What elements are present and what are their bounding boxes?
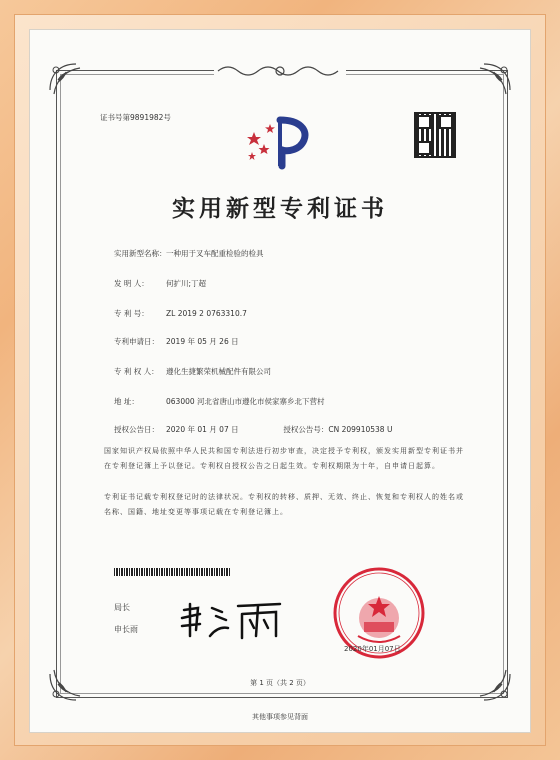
field-label: 专利申请日： (114, 337, 159, 346)
field-value: CN 209910538 U (328, 425, 393, 434)
field-label: 授权公告日： (114, 425, 159, 434)
field-label: 专 利 权 人： (114, 367, 159, 376)
top-right-ornament-icon (474, 60, 514, 100)
field-row-utility-name (114, 248, 264, 259)
top-center-ornament-icon (214, 62, 346, 80)
field-row-filing-date (114, 336, 239, 347)
grant-paragraph: 国家知识产权局依照中华人民共和国专利法进行初步审查，决定授予专利权，颁发实用新型专利证书并在专利登记簿上予以登记。专利权自授权公告之日起生效。专利权期限为十年，自申请日起算。 (104, 447, 464, 470)
field-label: 地 址： (114, 397, 139, 406)
field-label: 授权公告号： (283, 425, 329, 434)
field-value: 2019 年 05 月 26 日 (166, 337, 239, 346)
footer-note: 其他事项参见背面 (252, 713, 308, 721)
field-row-grant (114, 424, 392, 435)
field-row-address (114, 396, 325, 407)
director-signature-icon (176, 596, 286, 642)
field-row-patent-number (114, 308, 247, 319)
field-row-patentee (114, 366, 271, 377)
field-value: 2020 年 01 月 07 日 (166, 425, 239, 434)
field-label: 专 利 号： (114, 309, 149, 318)
field-value: 遵化生捷繁荣机械配件有限公司 (166, 367, 271, 376)
certificate-title: 实用新型专利证书 (172, 195, 388, 222)
page-number: 第 1 页（共 2 页） (250, 679, 310, 687)
director-title: 局长 (114, 603, 130, 612)
field-label: 实用新型名称： (114, 249, 167, 258)
field-row-inventor (114, 278, 206, 289)
field-label: 发 明 人： (114, 279, 149, 288)
top-left-ornament-icon (46, 60, 86, 100)
field-value: 063000 河北省唐山市遵化市侯家寨乡北下营村 (166, 397, 325, 406)
legal-status-paragraph: 专利证书记载专利权登记时的法律状况。专利权的转移、质押、无效、终止、恢复和专利权人的姓名或名称、国籍、地址变更等事项记载在专利登记簿上。 (104, 493, 464, 516)
seal-date: 2020年01月07日 (344, 645, 401, 653)
field-value: 一种用于叉车配重检验的检具 (166, 249, 264, 258)
certificate-number: 证书号第9891982号 (100, 113, 171, 122)
field-value: ZL 2019 2 0763310.7 (166, 309, 247, 318)
barcode (114, 568, 230, 576)
patent-office-logo-icon (242, 114, 316, 170)
qr-code (414, 112, 456, 158)
field-value: 何扩川;丁超 (166, 279, 207, 288)
director-name: 申长雨 (114, 625, 138, 634)
